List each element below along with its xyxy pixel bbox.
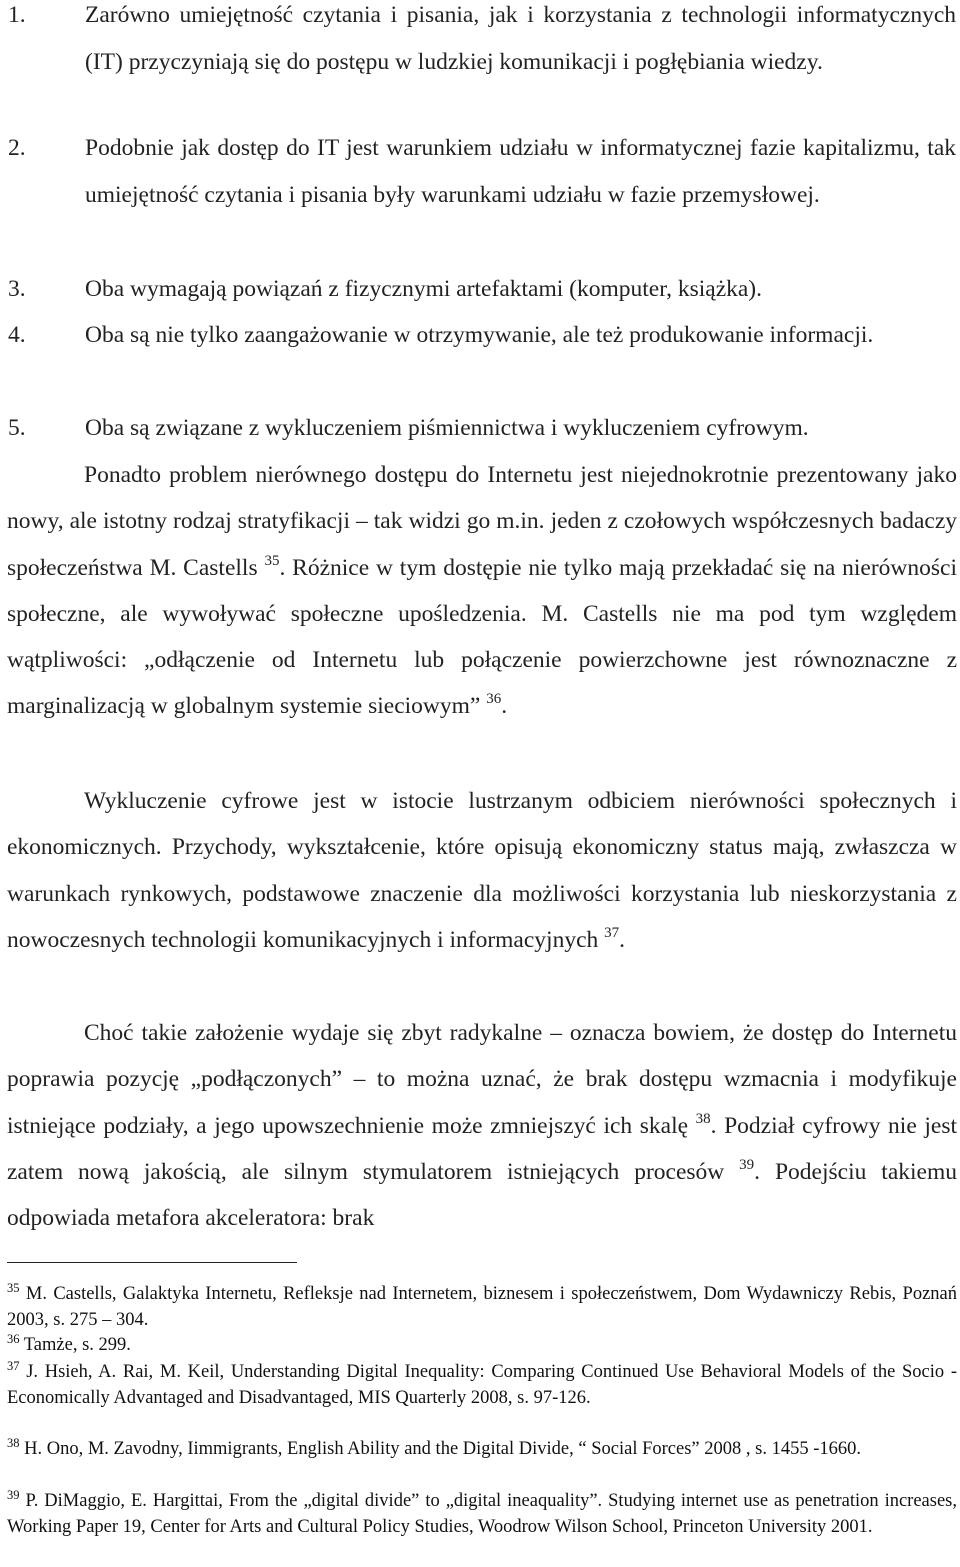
paragraph-text: . — [501, 693, 508, 720]
body-paragraph — [7, 754, 957, 963]
footnote-ref: 39 — [739, 1156, 755, 1173]
paragraph-text: . — [619, 926, 626, 953]
body-paragraph — [7, 428, 957, 730]
footnote — [7, 1282, 957, 1334]
footnote — [7, 1489, 957, 1541]
list-item-text: Zarówno umiejętność czytania i pisania, jak i korzystania z technologii informatycznych (IT) przyczyniają się do postępu w ludzkiej komunikacji i pogłębiania wiedzy. — [85, 2, 956, 75]
list-item-number: 2. — [8, 135, 26, 161]
footnote — [7, 1360, 957, 1412]
footnote — [7, 1437, 957, 1463]
footnote-number: 36 — [7, 1332, 20, 1346]
footnote-text: P. DiMaggio, E. Hargittai, From the „digital divide” to „digital ineaquality”. Studying internet use as penetration increases, Working Paper 19, Center for Arts and Cultural Policy Studies, Woodrow Wilson School, Princeton University 2001. — [7, 1491, 957, 1537]
footnote-ref: 35 — [264, 552, 280, 569]
paragraph-text: Wykluczenie cyfrowe jest w istocie lustrzanym odbiciem nierówności społecznych i ekonomicznych. Przychody, wykształcenie, które opisują ekonomiczny status mają, zwłaszcza w warunkach rynkowych, podstawowe znaczenie dla możliwości korzystania lub nieskorzystania z nowoczesnych technologii komunikacyjnych i informacyjnych — [7, 788, 957, 953]
list-item-text: Podobnie jak dostęp do IT jest warunkiem udziału w informatycznej fazie kapitalizmu, tak umiejętność czytania i pisania były warunkami udziału w fazie przemysłowej. — [85, 135, 956, 208]
list-item-number: 4. — [8, 322, 26, 348]
footnote-separator — [7, 1262, 297, 1263]
list-item-text: Oba są związane z wykluczeniem piśmiennictwa i wykluczeniem cyfrowym. — [85, 415, 809, 441]
paragraph-text: . Podejściu takiemu odpowiada metafora akceleratora: brak — [7, 1158, 957, 1232]
footnote-text: Tamże, s. 299. — [19, 1335, 131, 1355]
footnote-number: 39 — [7, 1488, 20, 1502]
paragraph-text: Ponadto problem nierównego dostępu do Internetu jest niejednokrotnie prezentowany jako nowy, ale istotny rodzaj stratyfikacji – tak widzi go m.in. jeden z czołowych współczesnych badaczy społeczeństwa M. Castells — [7, 462, 957, 581]
list-item-text: Oba są nie tylko zaangażowanie w otrzymywanie, ale też produkowanie informacji. — [85, 322, 874, 348]
list-item-number: 3. — [8, 276, 26, 302]
footnote-ref: 36 — [486, 691, 502, 708]
footnote-ref: 37 — [604, 924, 620, 941]
footnote-ref: 38 — [695, 1110, 711, 1127]
footnote-number: 37 — [7, 1359, 20, 1373]
paragraph-text: . Różnice w tym dostępie nie tylko mają przekładać się na nierówności społeczne, ale wywoływać społeczne upośledzenia. M. Castells nie ma pod tym względem wątpliwości: „odłączenie od Internetu lub połączenie powierzchowne jest równoznaczne z marginalizacją w globalnym systemie sieciowym” — [7, 554, 957, 720]
footnote — [7, 1333, 957, 1359]
footnote-text: H. Ono, M. Zavodny, Iimmigrants, English Ability and the Digital Divide, “ Social Forces” 2008 , s. 1455 -1660. — [19, 1439, 861, 1459]
footnote-text: M. Castells, Galaktyka Internetu, Refleksje nad Internetem, biznesem i społeczeństwem, Dom Wydawniczy Rebis, Poznań 2003, s. 275 – 304. — [7, 1284, 957, 1330]
paragraph-text: . Podział cyfrowy nie jest zatem nową jakością, ale silnym stymulatorem istniejących procesów — [7, 1112, 957, 1185]
footnote-number: 38 — [7, 1436, 20, 1450]
list-item-number: 5. — [8, 415, 26, 441]
paragraph-text: Choć takie założenie wydaje się zbyt radykalne – oznacza bowiem, że dostęp do Internetu poprawia pozycję „podłączonych” – to można uznać, że brak dostępu wzmacnia i modyfikuje istniejące podziały, a jego upowszechnienie może zmniejszyć ich skalę — [7, 1020, 957, 1139]
body-paragraph — [7, 986, 957, 1241]
list-item-number: 1. — [8, 2, 26, 28]
footnote-text: J. Hsieh, A. Rai, M. Keil, Understanding Digital Inequality: Comparing Continued Use Behavioral Models of the Socio - Economically Advantaged and Disadvantaged, MIS Quarterly 2008, s. 97-126. — [7, 1362, 957, 1408]
footnote-number: 35 — [7, 1281, 20, 1295]
list-item-text: Oba wymagają powiązań z fizycznymi artefaktami (komputer, książka). — [85, 276, 763, 302]
